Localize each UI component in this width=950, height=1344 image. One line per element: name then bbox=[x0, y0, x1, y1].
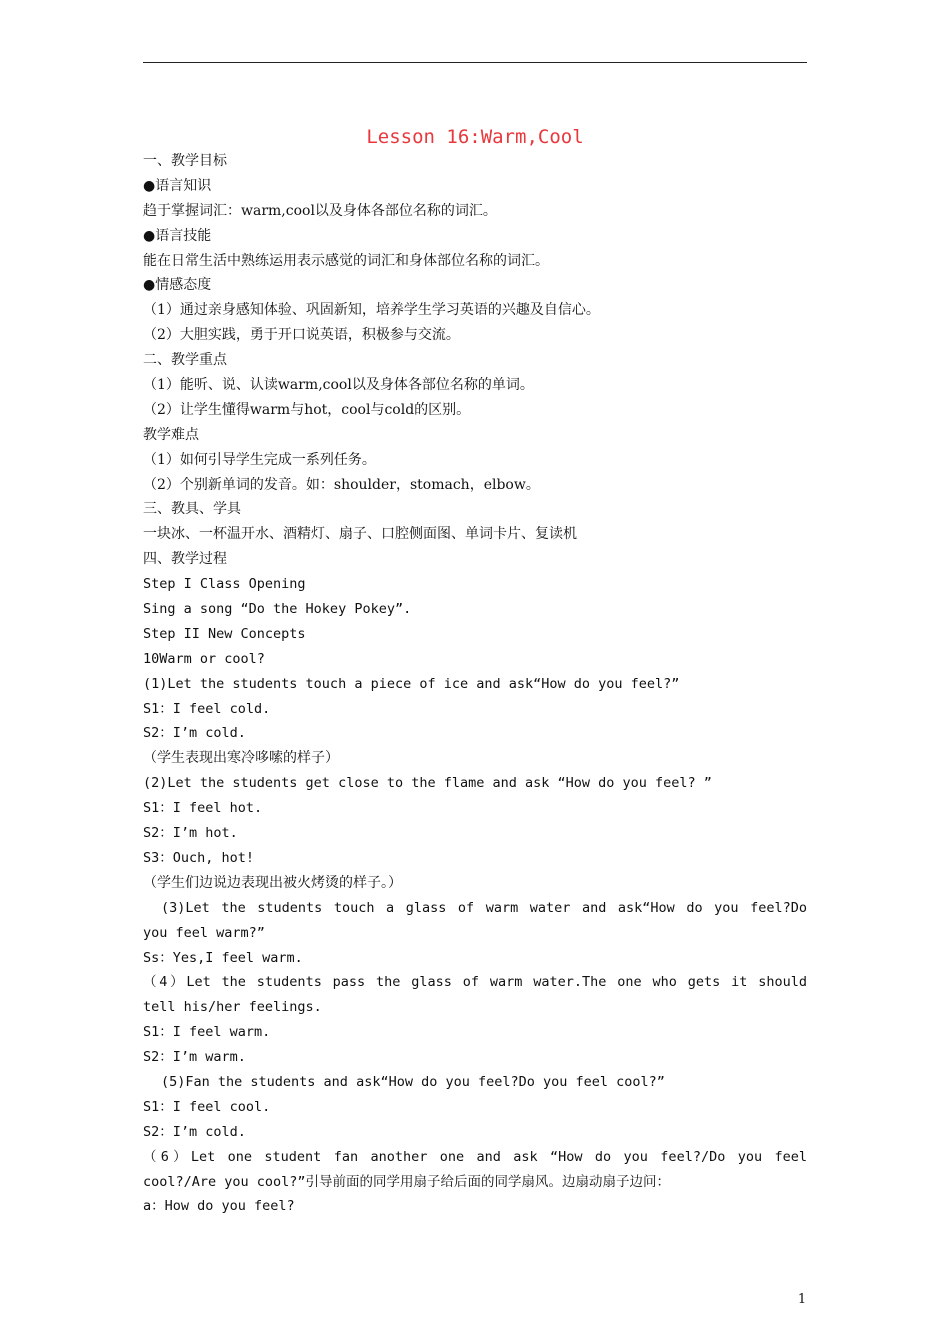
dialogue-line: Ss：Yes,I feel warm. bbox=[143, 949, 303, 966]
body-line: tell his/her feelings. bbox=[143, 999, 322, 1016]
body-line: （1）通过亲身感知体验、巩固新知，培养学生学习英语的兴趣及自信心。 bbox=[143, 302, 600, 319]
dialogue-line: S2：I’m cold. bbox=[143, 1123, 246, 1140]
section-heading-process: 四、教学过程 bbox=[143, 551, 227, 568]
document-body bbox=[143, 149, 807, 1219]
subheading-language-skills: ●语言技能 bbox=[143, 227, 212, 244]
dialogue-line: S3：Ouch, hot! bbox=[143, 849, 255, 866]
body-line: 能在日常生活中熟练运用表示感觉的词汇和身体部位名称的词汇。 bbox=[143, 252, 549, 269]
header-rule bbox=[143, 62, 807, 63]
subheading-language-knowledge: ●语言知识 bbox=[143, 177, 212, 194]
subheading-difficulties: 教学难点 bbox=[143, 426, 199, 443]
body-line: （4）Let the students pass the glass of warm water.The one who gets it should bbox=[143, 974, 807, 991]
step-heading: Step I Class Opening bbox=[143, 576, 306, 593]
body-line: cool?/Are you cool?”引导前面的同学用扇子给后面的同学扇风。边扇动扇子边问： bbox=[143, 1173, 671, 1190]
dialogue-line: S2：I’m hot. bbox=[143, 825, 238, 842]
dialogue-line: S2：I’m cold. bbox=[143, 725, 246, 742]
dialogue-line: S1：I feel cold. bbox=[143, 700, 271, 717]
dialogue-line: S1：I feel warm. bbox=[143, 1024, 271, 1041]
dialogue-line: a：How do you feel? bbox=[143, 1198, 295, 1215]
body-line: （1）如何引导学生完成一系列任务。 bbox=[143, 451, 376, 468]
body-line: 一块冰、一杯温开水、酒精灯、扇子、口腔侧面图、单词卡片、复读机 bbox=[143, 526, 577, 543]
page-number: 1 bbox=[797, 1292, 807, 1307]
body-line: （1）能听、说、认读warm,cool以及身体各部位名称的单词。 bbox=[143, 377, 534, 394]
dialogue-line: S2：I’m warm. bbox=[143, 1049, 246, 1066]
document-title: Lesson 16:Warm,Cool bbox=[366, 126, 584, 148]
body-line: （6）Let one student fan another one and ask “How do you feel?/Do you feel bbox=[143, 1148, 807, 1165]
body-line: (1)Let the students touch a piece of ice and ask“How do you feel?” bbox=[143, 675, 680, 692]
step-heading: Step II New Concepts bbox=[143, 625, 306, 642]
dialogue-line: S1：I feel cool. bbox=[143, 1098, 271, 1115]
body-line: (3)Let the students touch a glass of warm water and ask“How do you feel?Do bbox=[161, 899, 807, 916]
dialogue-line: S1：I feel hot. bbox=[143, 800, 263, 817]
section-heading-objectives: 一、教学目标 bbox=[143, 153, 227, 169]
body-line: （2）让学生懂得warm与hot，cool与cold的区别。 bbox=[143, 401, 471, 418]
body-line: you feel warm?” bbox=[143, 924, 265, 941]
body-line: (2)Let the students get close to the flame and ask “How do you feel? ” bbox=[143, 775, 712, 792]
body-line: （2）大胆实践，勇于开口说英语，积极参与交流。 bbox=[143, 327, 460, 344]
section-heading-materials: 三、教具、学具 bbox=[143, 501, 241, 518]
body-line: （学生们边说边表现出被火烤烫的样子。） bbox=[143, 874, 402, 891]
body-line: （2）个别新单词的发音。如：shoulder，stomach，elbow。 bbox=[143, 476, 540, 493]
subheading-attitude: ●情感态度 bbox=[143, 277, 212, 294]
body-line: （学生表现出寒冷哆嗦的样子） bbox=[143, 750, 339, 767]
body-line: Sing a song “Do the Hokey Pokey”. bbox=[143, 601, 412, 618]
body-line: 10Warm or cool? bbox=[143, 650, 265, 667]
body-line: 趋于掌握词汇：warm,cool以及身体各部位名称的词汇。 bbox=[143, 202, 497, 219]
section-heading-key-points: 二、教学重点 bbox=[143, 352, 227, 369]
body-line: (5)Fan the students and ask“How do you feel?Do you feel cool?” bbox=[161, 1073, 665, 1090]
